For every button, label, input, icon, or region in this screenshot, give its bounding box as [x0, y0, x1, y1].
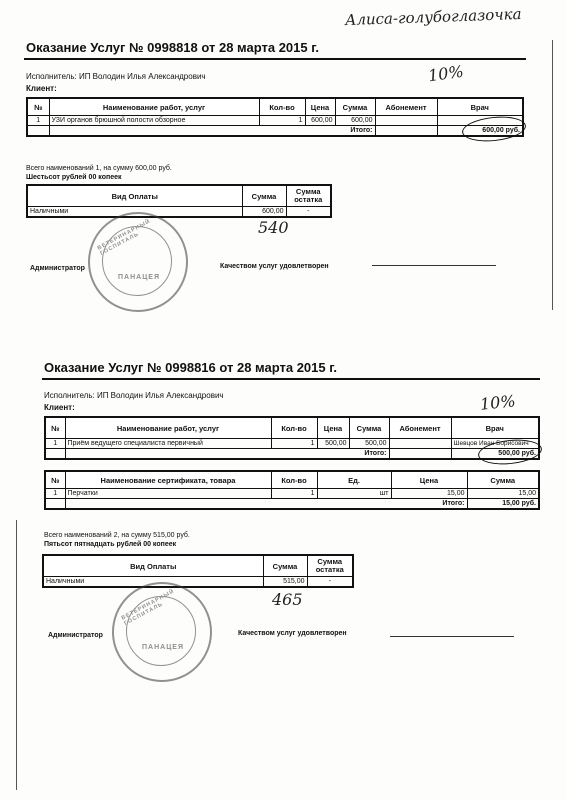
doc2-handwritten-percent: 10% — [479, 391, 517, 414]
table-row — [27, 116, 523, 126]
total-value: 500,00 руб. — [451, 449, 539, 460]
doc1-summary-words: Шестьсот рублей 00 копеек — [26, 174, 122, 181]
total-label: Итого: — [49, 126, 375, 137]
doc2-title: Оказание Услуг № 0998816 от 28 марта 2015 г. — [44, 360, 337, 375]
doc1-title-underline — [24, 58, 526, 60]
col-header: Кол-во — [271, 471, 317, 489]
table-header-row — [27, 185, 331, 207]
col-header: Сумма — [467, 471, 539, 489]
doc2-quality-label: Качеством услуг удовлетворен — [238, 630, 347, 637]
cell: 1 — [27, 116, 49, 126]
doc1-services-table — [26, 97, 524, 137]
doc1-admin-label: Администратор — [30, 265, 85, 272]
total-row — [27, 126, 523, 137]
col-header: Сумма — [349, 417, 389, 439]
doc2-admin-label: Администратор — [48, 632, 103, 639]
doc2-client: Клиент: — [44, 403, 75, 412]
page-edge-right — [552, 40, 553, 310]
total-row — [45, 499, 539, 510]
col-header: Сумма — [242, 185, 286, 207]
col-header: Абонемент — [375, 98, 437, 116]
total-value: 15,00 руб. — [467, 499, 539, 510]
cell: Наличными — [43, 577, 263, 588]
doc2-summary: Всего наименований 2, на сумму 515,00 руб. — [44, 532, 190, 539]
doc1-handwritten-sum: 540 — [258, 218, 289, 237]
cell: 1 — [259, 116, 305, 126]
table-row — [45, 439, 539, 449]
col-header: Кол-во — [271, 417, 317, 439]
stamp-text-top: ВЕТЕРИНАРНЫЙ ГОСПИТАЛЬ — [96, 218, 152, 257]
cell: 1 — [271, 439, 317, 449]
stamp-text-bottom: ПАНАЦЕЯ — [142, 644, 185, 651]
cell: 500,00 — [317, 439, 349, 449]
col-header: Цена — [317, 417, 349, 439]
cell: 500,00 — [349, 439, 389, 449]
doc2-title-underline — [42, 378, 540, 380]
total-value: 600,00 руб. — [437, 126, 523, 137]
doc1-title: Оказание Услуг № 0998818 от 28 марта 2015 г. — [26, 40, 319, 55]
table-header-row — [45, 417, 539, 439]
table-header-row — [45, 471, 539, 489]
doc1-quality-label: Качеством услуг удовлетворен — [220, 263, 329, 270]
doc2-signature-line — [390, 636, 514, 637]
cell: 600,00 — [242, 207, 286, 218]
handwritten-note: Алиса-голубоглазочка — [344, 4, 522, 30]
cell: 15,00 — [467, 489, 539, 499]
doc1-handwritten-percent: 10% — [426, 61, 465, 86]
col-header: Цена — [391, 471, 467, 489]
doc1-signature-line — [372, 265, 496, 266]
cell: 1 — [271, 489, 317, 499]
col-header: Вид Оплаты — [27, 185, 242, 207]
doc2-handwritten-sum: 465 — [272, 590, 303, 609]
col-header: Цена — [305, 98, 335, 116]
doc2-services-table — [44, 416, 540, 460]
cell: шт — [317, 489, 391, 499]
doc2-summary-words: Пятьсот пятнадцать рублей 00 копеек — [44, 541, 177, 548]
cell: 1 — [45, 439, 65, 449]
doc1-summary: Всего наименований 1, на сумму 600,00 руб. — [26, 165, 172, 172]
cell: 600,00 — [335, 116, 375, 126]
doc1-stamp — [88, 212, 188, 312]
col-header: Сумма — [335, 98, 375, 116]
doc2-goods-table — [44, 470, 540, 510]
table-row — [45, 489, 539, 499]
cell: УЗИ органов брюшной полости обзорное — [49, 116, 259, 126]
col-header: № — [27, 98, 49, 116]
cell: Шевцов Иван Борисович — [451, 439, 539, 449]
col-header: Абонемент — [389, 417, 451, 439]
col-header: Сумма остатка — [307, 555, 353, 577]
stamp-text-bottom: ПАНАЦЕЯ — [118, 274, 161, 281]
col-header: № — [45, 471, 65, 489]
col-header: Врач — [451, 417, 539, 439]
cell: Приём ведущего специалиста первичный — [65, 439, 271, 449]
cell: 15,00 — [391, 489, 467, 499]
col-header: Врач — [437, 98, 523, 116]
page-edge-left — [16, 520, 17, 790]
col-header: Ед. — [317, 471, 391, 489]
col-header: Кол-во — [259, 98, 305, 116]
total-label: Итого: — [65, 449, 389, 460]
cell: - — [307, 577, 353, 588]
cell: - — [286, 207, 331, 218]
col-header: Наименование работ, услуг — [49, 98, 259, 116]
col-header: № — [45, 417, 65, 439]
stamp-text-top: ВЕТЕРИНАРНЫЙ ГОСПИТАЛЬ — [120, 588, 176, 627]
col-header: Наименование сертификата, товара — [65, 471, 271, 489]
cell: 1 — [45, 489, 65, 499]
table-header-row — [27, 98, 523, 116]
col-header: Вид Оплаты — [43, 555, 263, 577]
doc1-client: Клиент: — [26, 84, 57, 93]
cell — [389, 439, 451, 449]
doc2-executor: Исполнитель: ИП Володин Илья Александрович — [44, 391, 224, 400]
cell: 515,00 — [263, 577, 307, 588]
total-row — [45, 449, 539, 460]
table-header-row — [43, 555, 353, 577]
col-header: Сумма остатка — [286, 185, 331, 207]
col-header: Сумма — [263, 555, 307, 577]
cell: 600,00 — [305, 116, 335, 126]
total-label: Итого: — [65, 499, 467, 510]
cell — [375, 116, 437, 126]
cell: Наличными — [27, 207, 242, 218]
cell: Перчатки — [65, 489, 271, 499]
doc1-executor: Исполнитель: ИП Володин Илья Александрович — [26, 72, 206, 81]
doc2-stamp — [112, 582, 212, 682]
col-header: Наименование работ, услуг — [65, 417, 271, 439]
